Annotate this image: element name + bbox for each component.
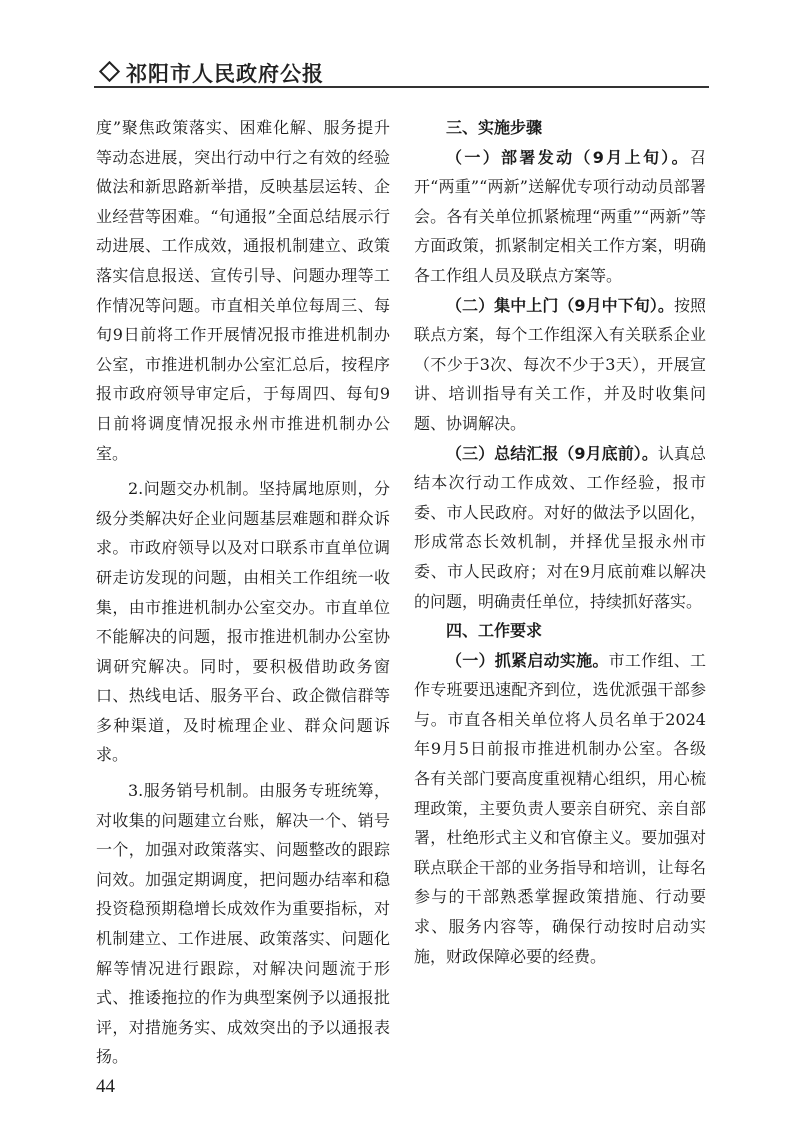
left-column xyxy=(96,113,390,1078)
body-paragraph: 3.服务销号机制。由服务专班统筹，对收集的问题建立台账，解决一个、销号一个，加强对政策落实、问题整改的跟踪问效。加强定期调度，把问题办结率和稳投资稳预期稳增长成效作为重要指标，对机制建立、工作进展、政策落实、问题化解等情况进行跟踪，对解决问题流于形式、推诿拖拉的作为典型案例予以通报批评，对措施务实、成效突出的予以通报表扬。 xyxy=(96,781,390,1067)
page-header xyxy=(94,52,709,92)
subsection-paragraph xyxy=(414,143,706,291)
section-heading: 四、工作要求 xyxy=(446,621,543,641)
page-number: 44 xyxy=(96,1076,115,1097)
header-divider xyxy=(94,86,709,88)
subsection-title: （二）集中上门（9月中下旬）。 xyxy=(446,295,674,315)
subsection-paragraph xyxy=(414,439,706,617)
section-heading: 三、实施步骤 xyxy=(446,118,543,137)
subsection-body: 召开“两重”“两新”送解优专项行动动员部署会。各有关单位抓紧梳理“两重”“两新”等方面政策，抓紧制定相关工作方案，明确各工作组人员及联点方案等。 xyxy=(414,147,706,285)
body-paragraph: 度”聚焦政策落实、困难化解、服务提升等动态进展，突出行动中行之有效的经验做法和新思路新举措，反映基层运转、企业经营等困难。“旬通报”全面总结展示行动进展、工作成效，通报机制建立、政策落实信息报送、宣传引导、问题办理等工作情况等问题。市直相关单位每周三、每旬9日前将工作开展情况报市推进机制办公室，市推进机制办公室汇总后，按程序报市政府领导审定后，于每周四、每旬9日前将调度情况报永州市推进机制办公室。 xyxy=(96,118,390,463)
right-column xyxy=(414,113,706,971)
subsection-body: 市工作组、工作专班要迅速配齐到位，选优派强干部参与。市直各相关单位将人员名单于2024年9月5日前报市推进机制办公室。各级各有关部门要高度重视精心组织，用心梳理政策，主要负责人要亲自研究、亲自部署，杜绝形式主义和官僚主义。要加强对联点联企干部的业务指导和培训，让每名参与的干部熟悉掌握政策措施、行动要求、服务内容等，确保行动按时启动实施，财政保障必要的经费。 xyxy=(414,650,706,966)
body-paragraph: 2.问题交办机制。坚持属地原则，分级分类解决好企业问题基层难题和群众诉求。市政府领导以及对口联系市直单位调研走访发现的问题，由相关工作组统一收集，由市推进机制办公室交办。市直单位不能解决的问题，报市推进机制办公室协调研究解决。同时，要积极借助政务窗口、热线电话、服务平台、政企微信群等多种渠道，及时梳理企业、群众问题诉求。 xyxy=(96,479,390,765)
subsection-paragraph xyxy=(414,646,706,972)
subsection-paragraph xyxy=(414,291,706,439)
subsection-body: 认真总结本次行动工作成效、工作经验，报市委、市人民政府。对好的做法予以固化，形成常态长效机制，并择优呈报永州市委、市人民政府；对在9月底前难以解决的问题，明确责任单位，持续抓好落实。 xyxy=(414,443,706,611)
paragraph-gap xyxy=(96,1072,390,1078)
diamond-icon xyxy=(99,61,120,82)
subsection-title: （一）抓紧启动实施。 xyxy=(446,650,609,670)
subsection-body: 按照联点方案，每个工作组深入有关联系企业（不少于3次、每次不少于3天），开展宣讲、培训指导有关工作，并及时收集问题、协调解决。 xyxy=(414,295,706,433)
subsection-title: （一）部署发动（9月上旬）。 xyxy=(446,147,690,167)
publication-title: 祁阳市人民政府公报 xyxy=(126,62,324,86)
subsection-title: （三）总结汇报（9月底前）。 xyxy=(446,443,658,463)
